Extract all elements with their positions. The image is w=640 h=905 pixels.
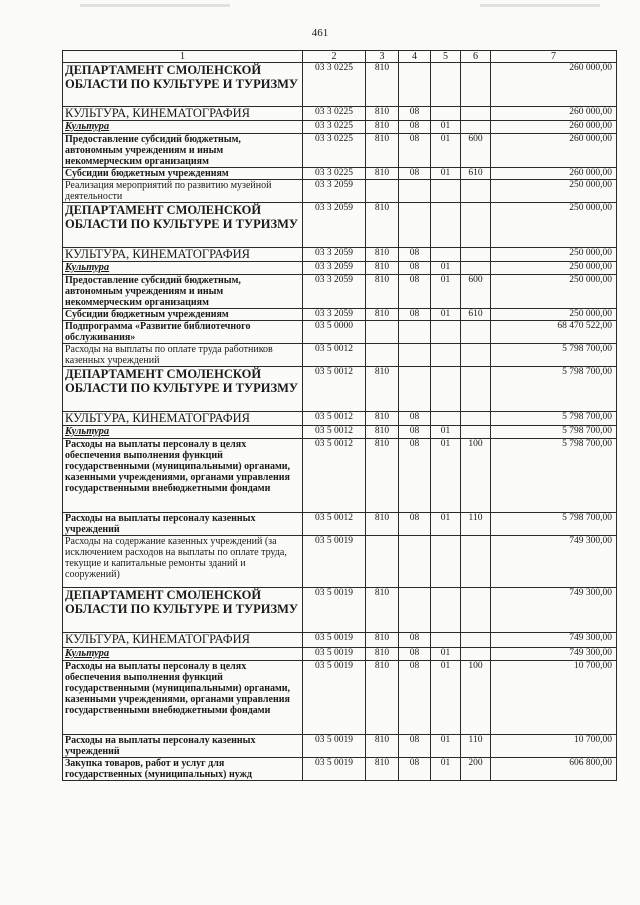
row-code: 03 5 0019 xyxy=(303,735,366,758)
row-amount: 260 000,00 xyxy=(491,107,617,121)
row-grbs: 810 xyxy=(366,588,399,633)
row-name: Культура xyxy=(63,262,303,275)
row-section-code: 08 xyxy=(399,168,431,180)
row-amount: 5 798 700,00 xyxy=(491,367,617,412)
row-name: Реализация мероприятий по развитию музейной деятельности xyxy=(63,180,303,203)
row-amount: 5 798 700,00 xyxy=(491,439,617,513)
row-expense-type xyxy=(461,63,491,107)
row-code: 03 5 0012 xyxy=(303,344,366,367)
table-row xyxy=(63,367,617,412)
row-code: 03 3 2059 xyxy=(303,248,366,262)
row-grbs: 810 xyxy=(366,367,399,412)
row-grbs: 810 xyxy=(366,203,399,248)
row-section-code xyxy=(399,321,431,344)
row-code: 03 5 0019 xyxy=(303,648,366,661)
row-subsection-code: 01 xyxy=(431,513,461,536)
header-cell: 5 xyxy=(431,51,461,63)
row-grbs: 810 xyxy=(366,248,399,262)
row-expense-type: 110 xyxy=(461,735,491,758)
row-section-code: 08 xyxy=(399,513,431,536)
row-name: Субсидии бюджетным учреждениям xyxy=(63,168,303,180)
row-section-code: 08 xyxy=(399,248,431,262)
row-subsection-code xyxy=(431,248,461,262)
row-expense-type: 600 xyxy=(461,275,491,309)
row-section-code xyxy=(399,536,431,588)
row-code: 03 3 2059 xyxy=(303,262,366,275)
row-name: Культура xyxy=(63,648,303,661)
row-section-code: 08 xyxy=(399,648,431,661)
row-code: 03 5 0012 xyxy=(303,412,366,426)
row-amount: 250 000,00 xyxy=(491,248,617,262)
row-expense-type: 610 xyxy=(461,168,491,180)
row-grbs: 810 xyxy=(366,426,399,439)
table-row xyxy=(63,63,617,107)
row-section-code: 08 xyxy=(399,275,431,309)
row-grbs xyxy=(366,344,399,367)
row-code: 03 5 0019 xyxy=(303,536,366,588)
row-subsection-code xyxy=(431,588,461,633)
row-name: Культура xyxy=(63,121,303,134)
table-row xyxy=(63,661,617,735)
row-section-code xyxy=(399,367,431,412)
row-name: Расходы на выплаты персоналу казенных учреждений xyxy=(63,735,303,758)
row-section-code xyxy=(399,203,431,248)
row-code: 03 3 0225 xyxy=(303,168,366,180)
row-amount: 250 000,00 xyxy=(491,262,617,275)
row-grbs: 810 xyxy=(366,275,399,309)
row-amount: 250 000,00 xyxy=(491,203,617,248)
row-expense-type: 100 xyxy=(461,439,491,513)
row-code: 03 3 0225 xyxy=(303,121,366,134)
row-expense-type xyxy=(461,248,491,262)
row-subsection-code: 01 xyxy=(431,661,461,735)
row-code: 03 5 0012 xyxy=(303,513,366,536)
row-expense-type xyxy=(461,121,491,134)
row-grbs: 810 xyxy=(366,412,399,426)
row-amount: 5 798 700,00 xyxy=(491,513,617,536)
row-expense-type xyxy=(461,633,491,648)
row-expense-type: 110 xyxy=(461,513,491,536)
row-grbs: 810 xyxy=(366,735,399,758)
row-section-code: 08 xyxy=(399,262,431,275)
row-name: ДЕПАРТАМЕНТ СМОЛЕНСКОЙ ОБЛАСТИ ПО КУЛЬТУРЕ И ТУРИЗМУ xyxy=(63,367,303,412)
table-row xyxy=(63,168,617,180)
row-section-code: 08 xyxy=(399,661,431,735)
row-section-code xyxy=(399,63,431,107)
table-row xyxy=(63,735,617,758)
row-code: 03 5 0019 xyxy=(303,633,366,648)
row-grbs: 810 xyxy=(366,107,399,121)
row-expense-type xyxy=(461,588,491,633)
row-grbs: 810 xyxy=(366,758,399,781)
table-row xyxy=(63,248,617,262)
row-expense-type xyxy=(461,344,491,367)
row-grbs: 810 xyxy=(366,262,399,275)
row-amount: 749 300,00 xyxy=(491,588,617,633)
row-expense-type: 200 xyxy=(461,758,491,781)
row-amount: 260 000,00 xyxy=(491,121,617,134)
row-grbs: 810 xyxy=(366,121,399,134)
row-subsection-code xyxy=(431,107,461,121)
row-amount: 5 798 700,00 xyxy=(491,426,617,439)
row-section-code xyxy=(399,588,431,633)
table-row xyxy=(63,588,617,633)
row-section-code: 08 xyxy=(399,426,431,439)
scan-artifact xyxy=(480,4,600,7)
row-expense-type xyxy=(461,203,491,248)
header-cell: 6 xyxy=(461,51,491,63)
row-code: 03 5 0012 xyxy=(303,426,366,439)
table-row xyxy=(63,309,617,321)
row-code: 03 3 0225 xyxy=(303,134,366,168)
row-section-code: 08 xyxy=(399,107,431,121)
row-amount: 260 000,00 xyxy=(491,63,617,107)
header-row xyxy=(63,51,617,63)
header-cell: 3 xyxy=(366,51,399,63)
row-section-code: 08 xyxy=(399,134,431,168)
row-amount: 5 798 700,00 xyxy=(491,344,617,367)
row-expense-type xyxy=(461,262,491,275)
row-name: Субсидии бюджетным учреждениям xyxy=(63,309,303,321)
row-name: ДЕПАРТАМЕНТ СМОЛЕНСКОЙ ОБЛАСТИ ПО КУЛЬТУРЕ И ТУРИЗМУ xyxy=(63,203,303,248)
row-code: 03 5 0019 xyxy=(303,588,366,633)
table-row xyxy=(63,412,617,426)
row-name: КУЛЬТУРА, КИНЕМАТОГРАФИЯ xyxy=(63,248,303,262)
table-row xyxy=(63,203,617,248)
row-code: 03 5 0000 xyxy=(303,321,366,344)
row-name: Расходы на выплаты по оплате труда работников казенных учреждений xyxy=(63,344,303,367)
budget-table xyxy=(62,50,617,781)
row-section-code xyxy=(399,180,431,203)
row-subsection-code xyxy=(431,633,461,648)
row-name: ДЕПАРТАМЕНТ СМОЛЕНСКОЙ ОБЛАСТИ ПО КУЛЬТУРЕ И ТУРИЗМУ xyxy=(63,588,303,633)
row-expense-type xyxy=(461,107,491,121)
row-name: КУЛЬТУРА, КИНЕМАТОГРАФИЯ xyxy=(63,412,303,426)
row-subsection-code: 01 xyxy=(431,168,461,180)
row-grbs: 810 xyxy=(366,309,399,321)
table-row xyxy=(63,121,617,134)
row-name: Расходы на выплаты персоналу в целях обеспечения выполнения функций государственными (муниципальными) органами, казенными учреждениями, органами управления государственными внебюджетными фондами xyxy=(63,439,303,513)
row-subsection-code: 01 xyxy=(431,309,461,321)
row-subsection-code xyxy=(431,321,461,344)
row-amount: 5 798 700,00 xyxy=(491,412,617,426)
row-section-code: 08 xyxy=(399,439,431,513)
row-code: 03 3 0225 xyxy=(303,107,366,121)
row-amount: 250 000,00 xyxy=(491,309,617,321)
row-expense-type xyxy=(461,180,491,203)
header-cell: 7 xyxy=(491,51,617,63)
row-expense-type: 610 xyxy=(461,309,491,321)
row-section-code: 08 xyxy=(399,309,431,321)
row-grbs: 810 xyxy=(366,134,399,168)
row-name: КУЛЬТУРА, КИНЕМАТОГРАФИЯ xyxy=(63,633,303,648)
row-code: 03 5 0019 xyxy=(303,758,366,781)
row-grbs: 810 xyxy=(366,633,399,648)
row-amount: 250 000,00 xyxy=(491,180,617,203)
row-amount: 749 300,00 xyxy=(491,536,617,588)
row-amount: 260 000,00 xyxy=(491,134,617,168)
row-expense-type xyxy=(461,536,491,588)
row-subsection-code: 01 xyxy=(431,275,461,309)
row-grbs: 810 xyxy=(366,648,399,661)
table-row xyxy=(63,275,617,309)
row-expense-type: 600 xyxy=(461,134,491,168)
row-code: 03 3 0225 xyxy=(303,63,366,107)
row-name: Культура xyxy=(63,426,303,439)
row-expense-type xyxy=(461,426,491,439)
row-expense-type xyxy=(461,648,491,661)
row-name: Подпрограмма «Развитие библиотечного обслуживания» xyxy=(63,321,303,344)
table-row xyxy=(63,536,617,588)
row-grbs: 810 xyxy=(366,168,399,180)
row-section-code: 08 xyxy=(399,412,431,426)
table-row xyxy=(63,513,617,536)
table-row xyxy=(63,758,617,781)
row-subsection-code: 01 xyxy=(431,121,461,134)
row-name: ДЕПАРТАМЕНТ СМОЛЕНСКОЙ ОБЛАСТИ ПО КУЛЬТУРЕ И ТУРИЗМУ xyxy=(63,63,303,107)
row-subsection-code: 01 xyxy=(431,426,461,439)
row-subsection-code: 01 xyxy=(431,134,461,168)
row-code: 03 3 2059 xyxy=(303,309,366,321)
row-grbs: 810 xyxy=(366,513,399,536)
row-subsection-code: 01 xyxy=(431,758,461,781)
row-name: КУЛЬТУРА, КИНЕМАТОГРАФИЯ xyxy=(63,107,303,121)
row-name: Расходы на выплаты персоналу казенных учреждений xyxy=(63,513,303,536)
table-row xyxy=(63,134,617,168)
table-row xyxy=(63,633,617,648)
row-code: 03 5 0012 xyxy=(303,367,366,412)
page-number: 461 xyxy=(311,27,329,39)
row-name: Закупка товаров, работ и услуг для государственных (муниципальных) нужд xyxy=(63,758,303,781)
row-name: Расходы на выплаты персоналу в целях обеспечения выполнения функций государственными (муниципальными) органами, казенными учреждениями, органами управления государственными внебюджетными фондами xyxy=(63,661,303,735)
table-row xyxy=(63,439,617,513)
row-amount: 260 000,00 xyxy=(491,168,617,180)
row-subsection-code xyxy=(431,412,461,426)
table-row xyxy=(63,321,617,344)
row-grbs xyxy=(366,536,399,588)
row-grbs: 810 xyxy=(366,63,399,107)
row-code: 03 3 2059 xyxy=(303,275,366,309)
row-amount: 10 700,00 xyxy=(491,735,617,758)
row-expense-type: 100 xyxy=(461,661,491,735)
row-subsection-code: 01 xyxy=(431,735,461,758)
row-grbs: 810 xyxy=(366,661,399,735)
row-grbs: 810 xyxy=(366,439,399,513)
row-section-code: 08 xyxy=(399,758,431,781)
table-row xyxy=(63,648,617,661)
row-name: Расходы на содержание казенных учреждений (за исключением расходов на выплаты по оплате труда, текущие и капитальные ремонты зданий и сооружений) xyxy=(63,536,303,588)
row-code: 03 5 0019 xyxy=(303,661,366,735)
header-cell: 2 xyxy=(303,51,366,63)
row-subsection-code: 01 xyxy=(431,648,461,661)
row-section-code: 08 xyxy=(399,121,431,134)
table-row xyxy=(63,344,617,367)
row-expense-type xyxy=(461,412,491,426)
row-code: 03 5 0012 xyxy=(303,439,366,513)
table-row xyxy=(63,180,617,203)
row-expense-type xyxy=(461,321,491,344)
row-subsection-code: 01 xyxy=(431,262,461,275)
row-name: Предоставление субсидий бюджетным, автономным учреждениям и иным некоммерческим организациям xyxy=(63,275,303,309)
row-grbs xyxy=(366,180,399,203)
row-expense-type xyxy=(461,367,491,412)
row-subsection-code xyxy=(431,203,461,248)
table-row xyxy=(63,107,617,121)
row-amount: 749 300,00 xyxy=(491,648,617,661)
header-cell: 4 xyxy=(399,51,431,63)
table-row xyxy=(63,262,617,275)
row-amount: 250 000,00 xyxy=(491,275,617,309)
row-section-code: 08 xyxy=(399,735,431,758)
row-code: 03 3 2059 xyxy=(303,203,366,248)
row-section-code: 08 xyxy=(399,633,431,648)
row-subsection-code xyxy=(431,536,461,588)
row-subsection-code xyxy=(431,367,461,412)
row-code: 03 3 2059 xyxy=(303,180,366,203)
table-row xyxy=(63,426,617,439)
row-grbs xyxy=(366,321,399,344)
row-subsection-code xyxy=(431,344,461,367)
row-amount: 10 700,00 xyxy=(491,661,617,735)
header-cell: 1 xyxy=(63,51,303,63)
row-amount: 606 800,00 xyxy=(491,758,617,781)
row-subsection-code xyxy=(431,180,461,203)
row-section-code xyxy=(399,344,431,367)
row-amount: 68 470 522,00 xyxy=(491,321,617,344)
row-name: Предоставление субсидий бюджетным, автономным учреждениям и иным некоммерческим организациям xyxy=(63,134,303,168)
scan-artifact xyxy=(80,4,230,7)
row-subsection-code xyxy=(431,63,461,107)
row-subsection-code: 01 xyxy=(431,439,461,513)
row-amount: 749 300,00 xyxy=(491,633,617,648)
